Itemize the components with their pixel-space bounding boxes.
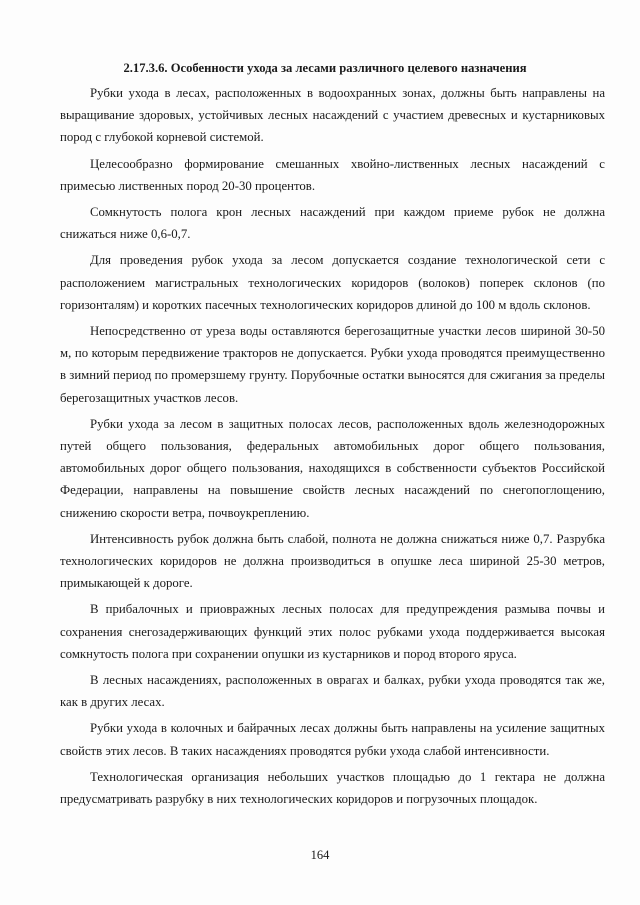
document-body xyxy=(60,82,605,814)
paragraph-ravines-and-gullies: В лесных насаждениях, расположенных в оврагах и балках, рубки ухода проводятся так же, как в других лесах. xyxy=(60,673,605,710)
paragraph-small-plots: Технологическая организация небольших участков площадью до 1 гектара не должна предусматривать разрубку в них технологических коридоров и погрузочных площадок. xyxy=(60,769,605,807)
paragraph-kolki-forests: Рубки ухода в колочных и байрачных лесах должны быть направлены на усиление защитных свойств этих лесов. В таких насаждениях проводятся рубки ухода слабой интенсивности. xyxy=(60,721,605,758)
section-heading: 2.17.3.6. Особенности ухода за лесами различного целевого назначения xyxy=(123,61,527,75)
paragraph-water-protection-zones: Рубки ухода в лесах, расположенных в водоохранных зонах, должны быть направлены на выращивание здоровых, устойчивых лесных насаждений с участием древесных и кустарниковых пород с глубокой корневой системой. xyxy=(60,86,605,145)
page-number: 164 xyxy=(310,848,330,862)
paragraph-shore-protection: Непосредственно от уреза воды оставляются берегозащитные участки лесов шириной 30-50 м, по которым передвижение тракторов не допускается. Рубки ухода проводятся преимущественно в зимний период по промерзшему грунту. Порубочные остатки выносятся для сжигания за пределы берегозащитных участков лесов. xyxy=(60,324,605,405)
paragraph-mixed-stands: Целесообразно формирование смешанных хвойно-лиственных лесных насаждений с примесью лиственных пород 20-30 процентов. xyxy=(60,156,605,193)
paragraph-canopy-density: Сомкнутость полога крон лесных насаждений при каждом приеме рубок не должна снижаться ниже 0,6-0,7. xyxy=(60,205,605,242)
paragraph-protective-strips: Рубки ухода за лесом в защитных полосах лесов, расположенных вдоль железнодорожных путей общего пользования, федеральных автомобильных дорог общего пользования, автомобильных дорог общего пользования, находящихся в собственности субъектов Российской Федерации, направлены на повышение свойств лесных насаждений по снегопоглощению, снижению скорости ветра, почвоукреплению. xyxy=(60,416,605,520)
paragraph-felling-intensity: Интенсивность рубок должна быть слабой, полнота не должна снижаться ниже 0,7. Разрубка технологических коридоров не должна производиться в опушке леса шириной 25-30 метров, примыкающей к дороге. xyxy=(60,531,605,591)
paragraph-technological-network: Для проведения рубок ухода за лесом допускается создание технологической сети с расположением магистральных технологических коридоров (волоков) поперек склонов (по горизонталям) и коротких пасечных технологических коридоров длиной до 100 м вдоль склонов. xyxy=(60,253,605,312)
paragraph-ravine-strips: В прибалочных и приовражных лесных полосах для предупреждения размыва почвы и сохранения снегозадерживающих функций этих полос рубками ухода поддерживается высокая сомкнутость полога при сохранении опушки из кустарников и пород второго яруса. xyxy=(60,602,605,661)
